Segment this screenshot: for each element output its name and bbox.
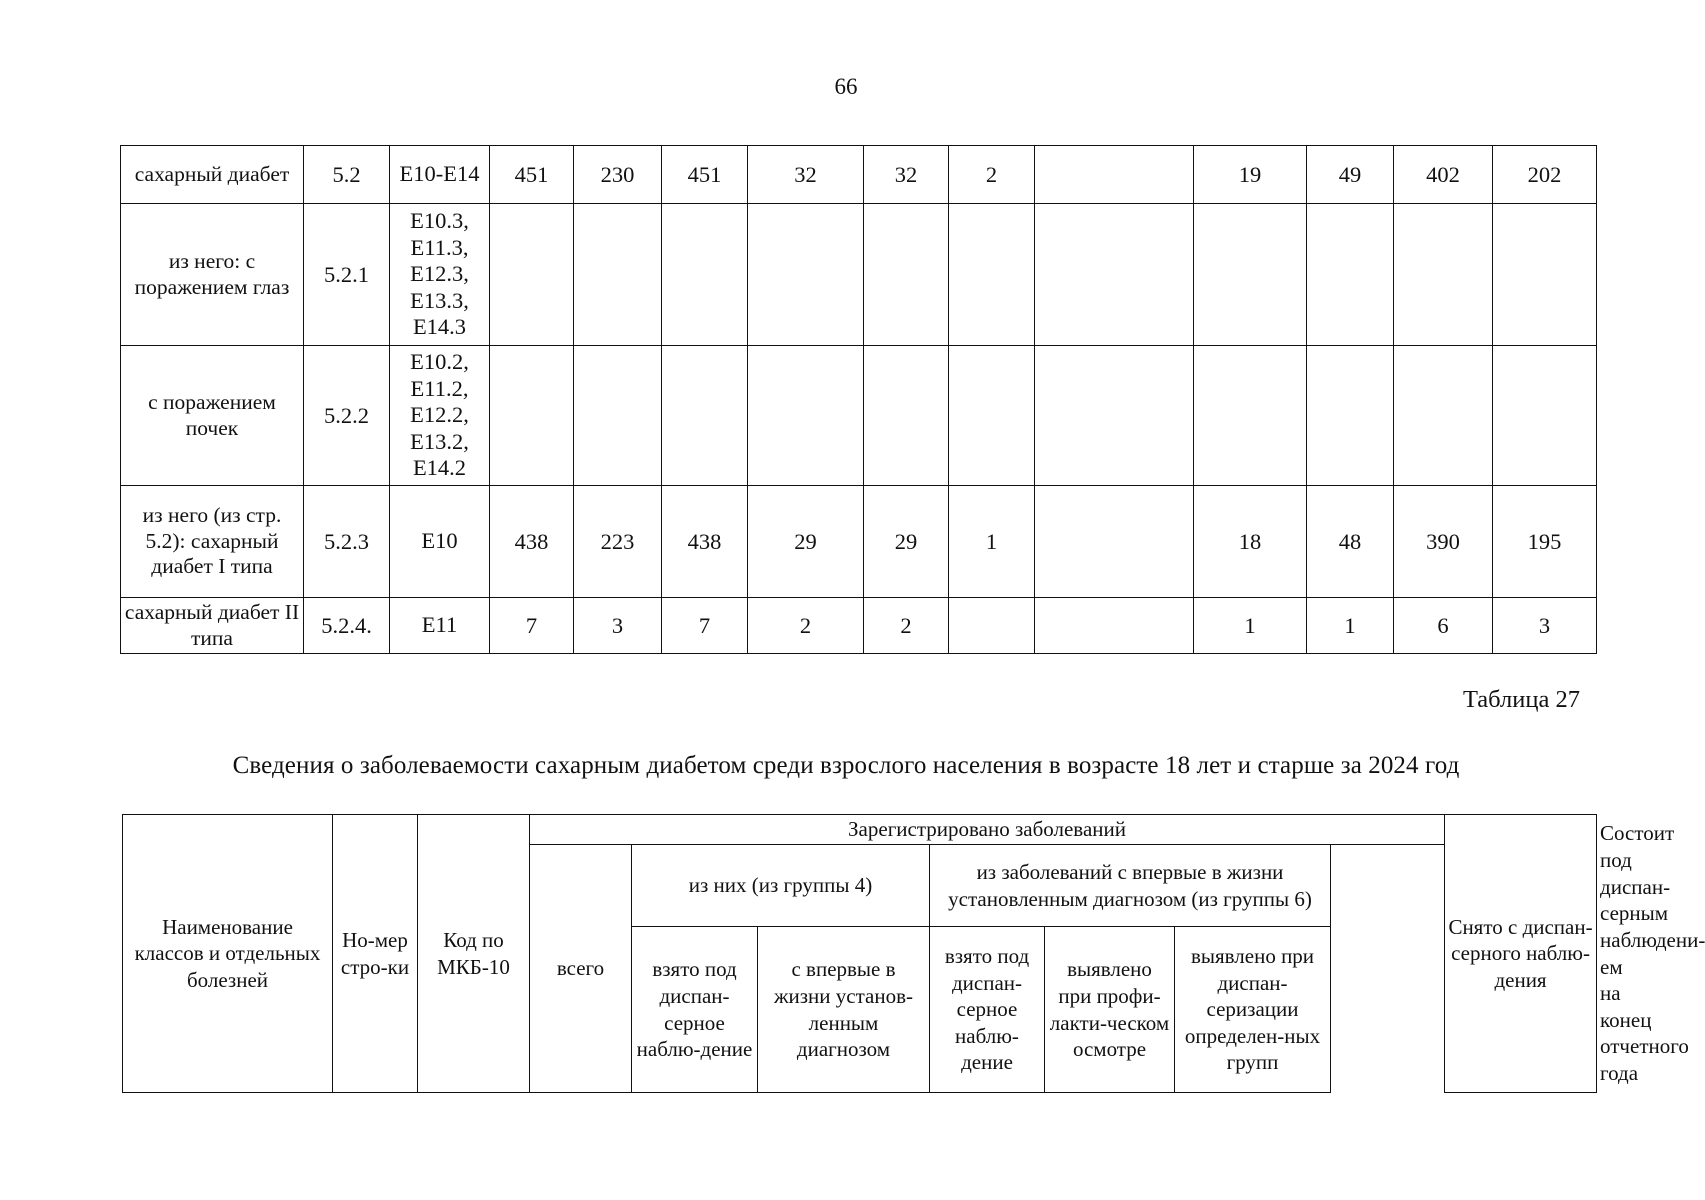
row-value-cell	[1394, 204, 1493, 346]
continuation-table	[120, 145, 1597, 654]
row-line-cell: 5.2.4.	[304, 598, 390, 654]
table-row	[121, 146, 1597, 204]
row-value-cell	[662, 346, 748, 486]
row-line-cell: 5.2.3	[304, 486, 390, 598]
row-line-cell: 5.2	[304, 146, 390, 204]
row-code-cell: E10	[390, 486, 490, 598]
header-found-preventive: выявлено при профи-лакти-ческом осмотре	[1045, 927, 1175, 1093]
header-dispensary-taken: взято под диспан-серное наблю-дение	[632, 927, 758, 1093]
row-value-cell	[490, 346, 574, 486]
row-name-cell: сахарный диабет II типа	[121, 598, 304, 654]
row-name-cell: из него: с поражением глаз	[121, 204, 304, 346]
row-value-cell: 32	[864, 146, 949, 204]
row-value-cell: 1	[1307, 598, 1394, 654]
row-value-cell	[662, 204, 748, 346]
row-value-cell: 7	[662, 598, 748, 654]
row-value-cell: 7	[490, 598, 574, 654]
row-value-cell	[1394, 346, 1493, 486]
row-value-cell: 223	[574, 486, 662, 598]
row-value-cell	[1035, 486, 1194, 598]
header-line: Но-мер стро-ки	[333, 815, 418, 1093]
row-code-cell: E10.3, E11.3, E12.3, E13.3, E14.3	[390, 204, 490, 346]
row-value-cell: 3	[574, 598, 662, 654]
row-value-cell	[1493, 346, 1597, 486]
row-value-cell: 402	[1394, 146, 1493, 204]
row-value-cell: 1	[949, 486, 1035, 598]
table-row	[121, 598, 1597, 654]
row-name-cell: сахарный диабет	[121, 146, 304, 204]
row-value-cell: 49	[1307, 146, 1394, 204]
row-value-cell	[864, 204, 949, 346]
row-value-cell: 451	[662, 146, 748, 204]
table-row	[121, 346, 1597, 486]
row-value-cell: 19	[1194, 146, 1307, 204]
row-value-cell: 6	[1394, 598, 1493, 654]
row-code-cell: E11	[390, 598, 490, 654]
row-value-cell	[1035, 146, 1194, 204]
row-value-cell: 3	[1493, 598, 1597, 654]
header-dispensary-taken-2: взято под диспан-серное наблю-дение	[930, 927, 1045, 1093]
row-value-cell: 18	[1194, 486, 1307, 598]
header-code: Код по МКБ-10	[418, 815, 530, 1093]
table-title: Сведения о заболеваемости сахарным диабетом среди взрослого населения в возрасте 18 лет и старше за 2024 год	[232, 752, 1460, 779]
header-found-dispensarization: выявлено при диспан-серизации определен-ных групп	[1175, 927, 1331, 1093]
header-registered: Зарегистрировано заболеваний	[530, 815, 1445, 845]
row-value-cell	[1307, 346, 1394, 486]
header-first-time: с впервые в жизни установ-ленным диагнозом	[758, 927, 930, 1093]
row-value-cell: 451	[490, 146, 574, 204]
table-row	[121, 486, 1597, 598]
row-value-cell	[490, 204, 574, 346]
row-value-cell	[1493, 204, 1597, 346]
row-value-cell: 48	[1307, 486, 1394, 598]
row-value-cell	[864, 346, 949, 486]
row-value-cell: 438	[662, 486, 748, 598]
row-code-cell: E10-E14	[390, 146, 490, 204]
row-value-cell: 2	[748, 598, 864, 654]
row-value-cell	[1035, 346, 1194, 486]
row-value-cell: 29	[748, 486, 864, 598]
header-from-group4: из них (из группы 4)	[632, 845, 930, 927]
row-value-cell	[748, 346, 864, 486]
row-value-cell	[949, 346, 1035, 486]
row-value-cell: 32	[748, 146, 864, 204]
header-removed: Снято с диспан-серного наблю-дения	[1445, 815, 1597, 1093]
row-value-cell: 195	[1493, 486, 1597, 598]
table-row	[121, 204, 1597, 346]
row-value-cell: 1	[1194, 598, 1307, 654]
header-from-group6: из заболеваний с впервые в жизни установленным диагнозом (из группы 6)	[930, 845, 1331, 927]
row-value-cell: 438	[490, 486, 574, 598]
row-line-cell: 5.2.2	[304, 346, 390, 486]
header-total: всего	[530, 845, 632, 1093]
row-value-cell: 2	[864, 598, 949, 654]
row-value-cell: 230	[574, 146, 662, 204]
row-value-cell	[949, 598, 1035, 654]
row-value-cell	[748, 204, 864, 346]
row-value-cell: 390	[1394, 486, 1493, 598]
row-line-cell: 5.2.1	[304, 204, 390, 346]
row-value-cell	[1194, 204, 1307, 346]
row-value-cell	[574, 204, 662, 346]
page-number: 66	[834, 74, 858, 99]
header-name: Наименование классов и отдельных болезней	[123, 815, 333, 1093]
row-value-cell: 2	[949, 146, 1035, 204]
row-value-cell: 29	[864, 486, 949, 598]
row-name-cell: с поражением почек	[121, 346, 304, 486]
header-table: Наименование классов и отдельных болезней Но-мер стро-ки Код по МКБ-10 Зарегистрировано заболеваний Снято с диспан-серного наблю-дения Состоит под диспан-серным наблюдени-ем на конец отчетного года всего из них (из группы 4) из заболеваний с впервые в жизни установленным диагнозом (из группы 6) взято под диспан-серное наблю-дение с впервые в жизни установ-ленным диагнозом взято под диспан-серное наблю-дение выявлено при профи-лакти-ческом осмотре выявлено при диспан-серизации определен-ных групп	[122, 814, 1597, 1093]
row-name-cell: из него (из стр. 5.2): сахарный диабет I типа	[121, 486, 304, 598]
row-value-cell	[1194, 346, 1307, 486]
row-value-cell: 202	[1493, 146, 1597, 204]
row-value-cell	[1035, 598, 1194, 654]
row-value-cell	[1035, 204, 1194, 346]
row-value-cell	[574, 346, 662, 486]
row-code-cell: E10.2, E11.2, E12.2, E13.2, E14.2	[390, 346, 490, 486]
row-value-cell	[949, 204, 1035, 346]
row-value-cell	[1307, 204, 1394, 346]
table-label: Таблица 27	[1462, 686, 1580, 713]
